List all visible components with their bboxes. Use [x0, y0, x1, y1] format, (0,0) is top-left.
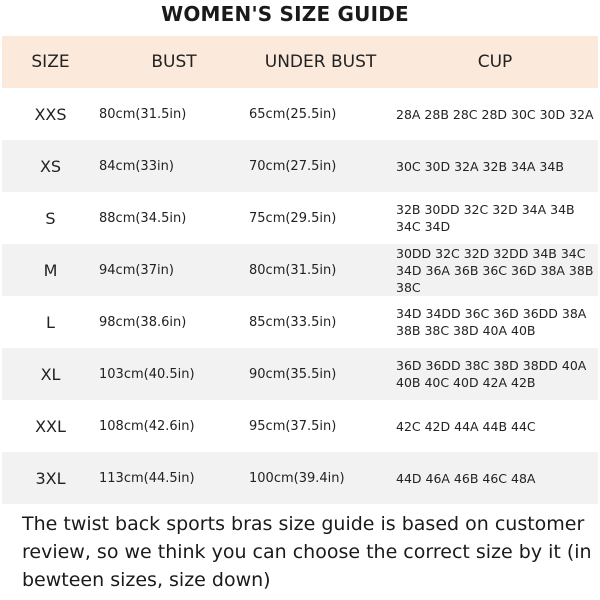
bust-cell: 108cm(42.6in): [99, 400, 249, 452]
size-cell: M: [2, 244, 99, 296]
size-cell: S: [2, 192, 99, 244]
size-cell: 3XL: [2, 452, 99, 504]
table-row: [2, 244, 598, 296]
cup-cell: 42C 42D 44A 44B 44C: [392, 400, 598, 452]
page-title: WOMEN'S SIZE GUIDE: [161, 2, 409, 26]
size-guide-table: [2, 36, 598, 504]
table-row: [2, 452, 598, 504]
under-bust-cell: 80cm(31.5in): [249, 244, 392, 296]
cup-cell: 44D 46A 46B 46C 48A: [392, 452, 598, 504]
cup-cell: 28A 28B 28C 28D 30C 30D 32A: [392, 88, 598, 140]
bust-cell: 84cm(33in): [99, 140, 249, 192]
column-header-cup: CUP: [392, 36, 598, 88]
size-cell: L: [2, 296, 99, 348]
bust-cell: 98cm(38.6in): [99, 296, 249, 348]
column-header-under-bust: UNDER BUST: [249, 36, 392, 88]
table-row: [2, 400, 598, 452]
cup-cell: 34D 34DD 36C 36D 36DD 38A 38B 38C 38D 40A 40B: [392, 296, 598, 348]
cup-cell: 30C 30D 32A 32B 34A 34B: [392, 140, 598, 192]
cup-cell: 36D 36DD 38C 38D 38DD 40A 40B 40C 40D 42A 42B: [392, 348, 598, 400]
bust-cell: 103cm(40.5in): [99, 348, 249, 400]
under-bust-cell: 90cm(35.5in): [249, 348, 392, 400]
under-bust-cell: 75cm(29.5in): [249, 192, 392, 244]
cup-cell: 32B 30DD 32C 32D 34A 34B 34C 34D: [392, 192, 598, 244]
under-bust-cell: 100cm(39.4in): [249, 452, 392, 504]
size-cell: XS: [2, 140, 99, 192]
under-bust-cell: 65cm(25.5in): [249, 88, 392, 140]
size-cell: XXL: [2, 400, 99, 452]
column-header-size: SIZE: [2, 36, 99, 88]
size-cell: XXS: [2, 88, 99, 140]
table-row: [2, 296, 598, 348]
size-cell: XL: [2, 348, 99, 400]
table-header-row: [2, 36, 598, 88]
table-row: [2, 348, 598, 400]
under-bust-cell: 85cm(33.5in): [249, 296, 392, 348]
table-row: [2, 88, 598, 140]
column-header-bust: BUST: [99, 36, 249, 88]
table-row: [2, 140, 598, 192]
bust-cell: 94cm(37in): [99, 244, 249, 296]
size-guide-note: The twist back sports bras size guide is based on customer review, so we think you can choose the correct size by it (in bewteen sizes, size down): [22, 513, 592, 591]
under-bust-cell: 95cm(37.5in): [249, 400, 392, 452]
table-row: [2, 192, 598, 244]
bust-cell: 113cm(44.5in): [99, 452, 249, 504]
under-bust-cell: 70cm(27.5in): [249, 140, 392, 192]
bust-cell: 80cm(31.5in): [99, 88, 249, 140]
bust-cell: 88cm(34.5in): [99, 192, 249, 244]
cup-cell: 30DD 32C 32D 32DD 34B 34C 34D 36A 36B 36C 36D 38A 38B 38C: [392, 244, 598, 296]
